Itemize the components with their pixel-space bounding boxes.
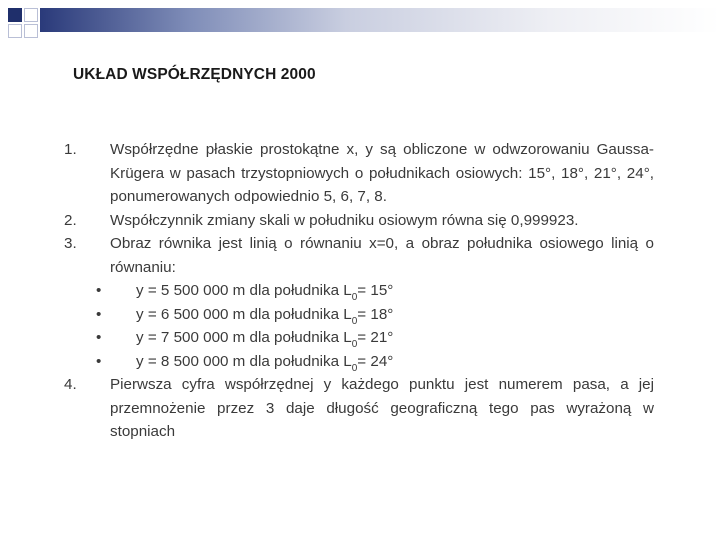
decor-square-outline <box>24 24 38 38</box>
slide-title: UKŁAD WSPÓŁRZĘDNYCH 2000 <box>73 66 316 83</box>
bullet-text: y = 6 500 000 m dla południka $L_0= 18^\circ$ <box>136 305 394 327</box>
decor-square-outline <box>8 24 22 38</box>
decor-square-filled <box>8 8 22 22</box>
decor-square-outline <box>24 8 38 22</box>
bullet-text: y = 7 500 000 m dla południka $L_0= 21^\circ$ <box>136 329 394 350</box>
bullet-text: y = 5 500 000 m dla południka $L_0= 15^\circ$ <box>136 282 394 303</box>
item-text: Współrzędne płaskie prostokątne x, y są obliczone w odwzorowaniu Gaussa-Krügera w pasach trzystopniowych o południkach osiowych: 15°, 18°, 21°, 24°, ponumerowanych odpowiednio 5, 6, 7, 8. <box>110 141 654 205</box>
list-item <box>64 209 654 233</box>
item-text: Współczynnik zmiany skali w południku osiowym równa się 0,999923. <box>110 211 579 229</box>
item-number: 1. <box>64 141 77 158</box>
bullet-item <box>64 279 654 303</box>
bullet-item <box>64 326 654 350</box>
bullet-item <box>64 303 654 327</box>
bullet-marker: • <box>96 305 102 323</box>
list-item <box>64 232 654 279</box>
list-item <box>64 373 654 444</box>
bullet-marker: • <box>96 352 102 370</box>
bullet-text: y = 8 500 000 m dla południka $L_0= 24^\circ$ <box>136 352 394 374</box>
bullet-marker: • <box>96 329 102 346</box>
list-item <box>64 138 654 209</box>
item-text: Pierwsza cyfra współrzędnej y każdego punktu jest numerem pasa, a jej przemnożenie przez 3 daje długość geograficzną tego pas wyrażoną w stopniach <box>110 376 654 440</box>
item-number: 2. <box>64 211 77 229</box>
bullet-marker: • <box>96 282 102 299</box>
item-text: Obraz równika jest linią o równaniu x=0, a obraz południka osiowego linią o równaniu: <box>110 235 654 276</box>
item-number: 3. <box>64 235 77 252</box>
header-gradient-band <box>40 8 720 32</box>
bullet-item <box>64 350 654 374</box>
slide-content <box>64 138 654 444</box>
item-number: 4. <box>64 376 77 393</box>
